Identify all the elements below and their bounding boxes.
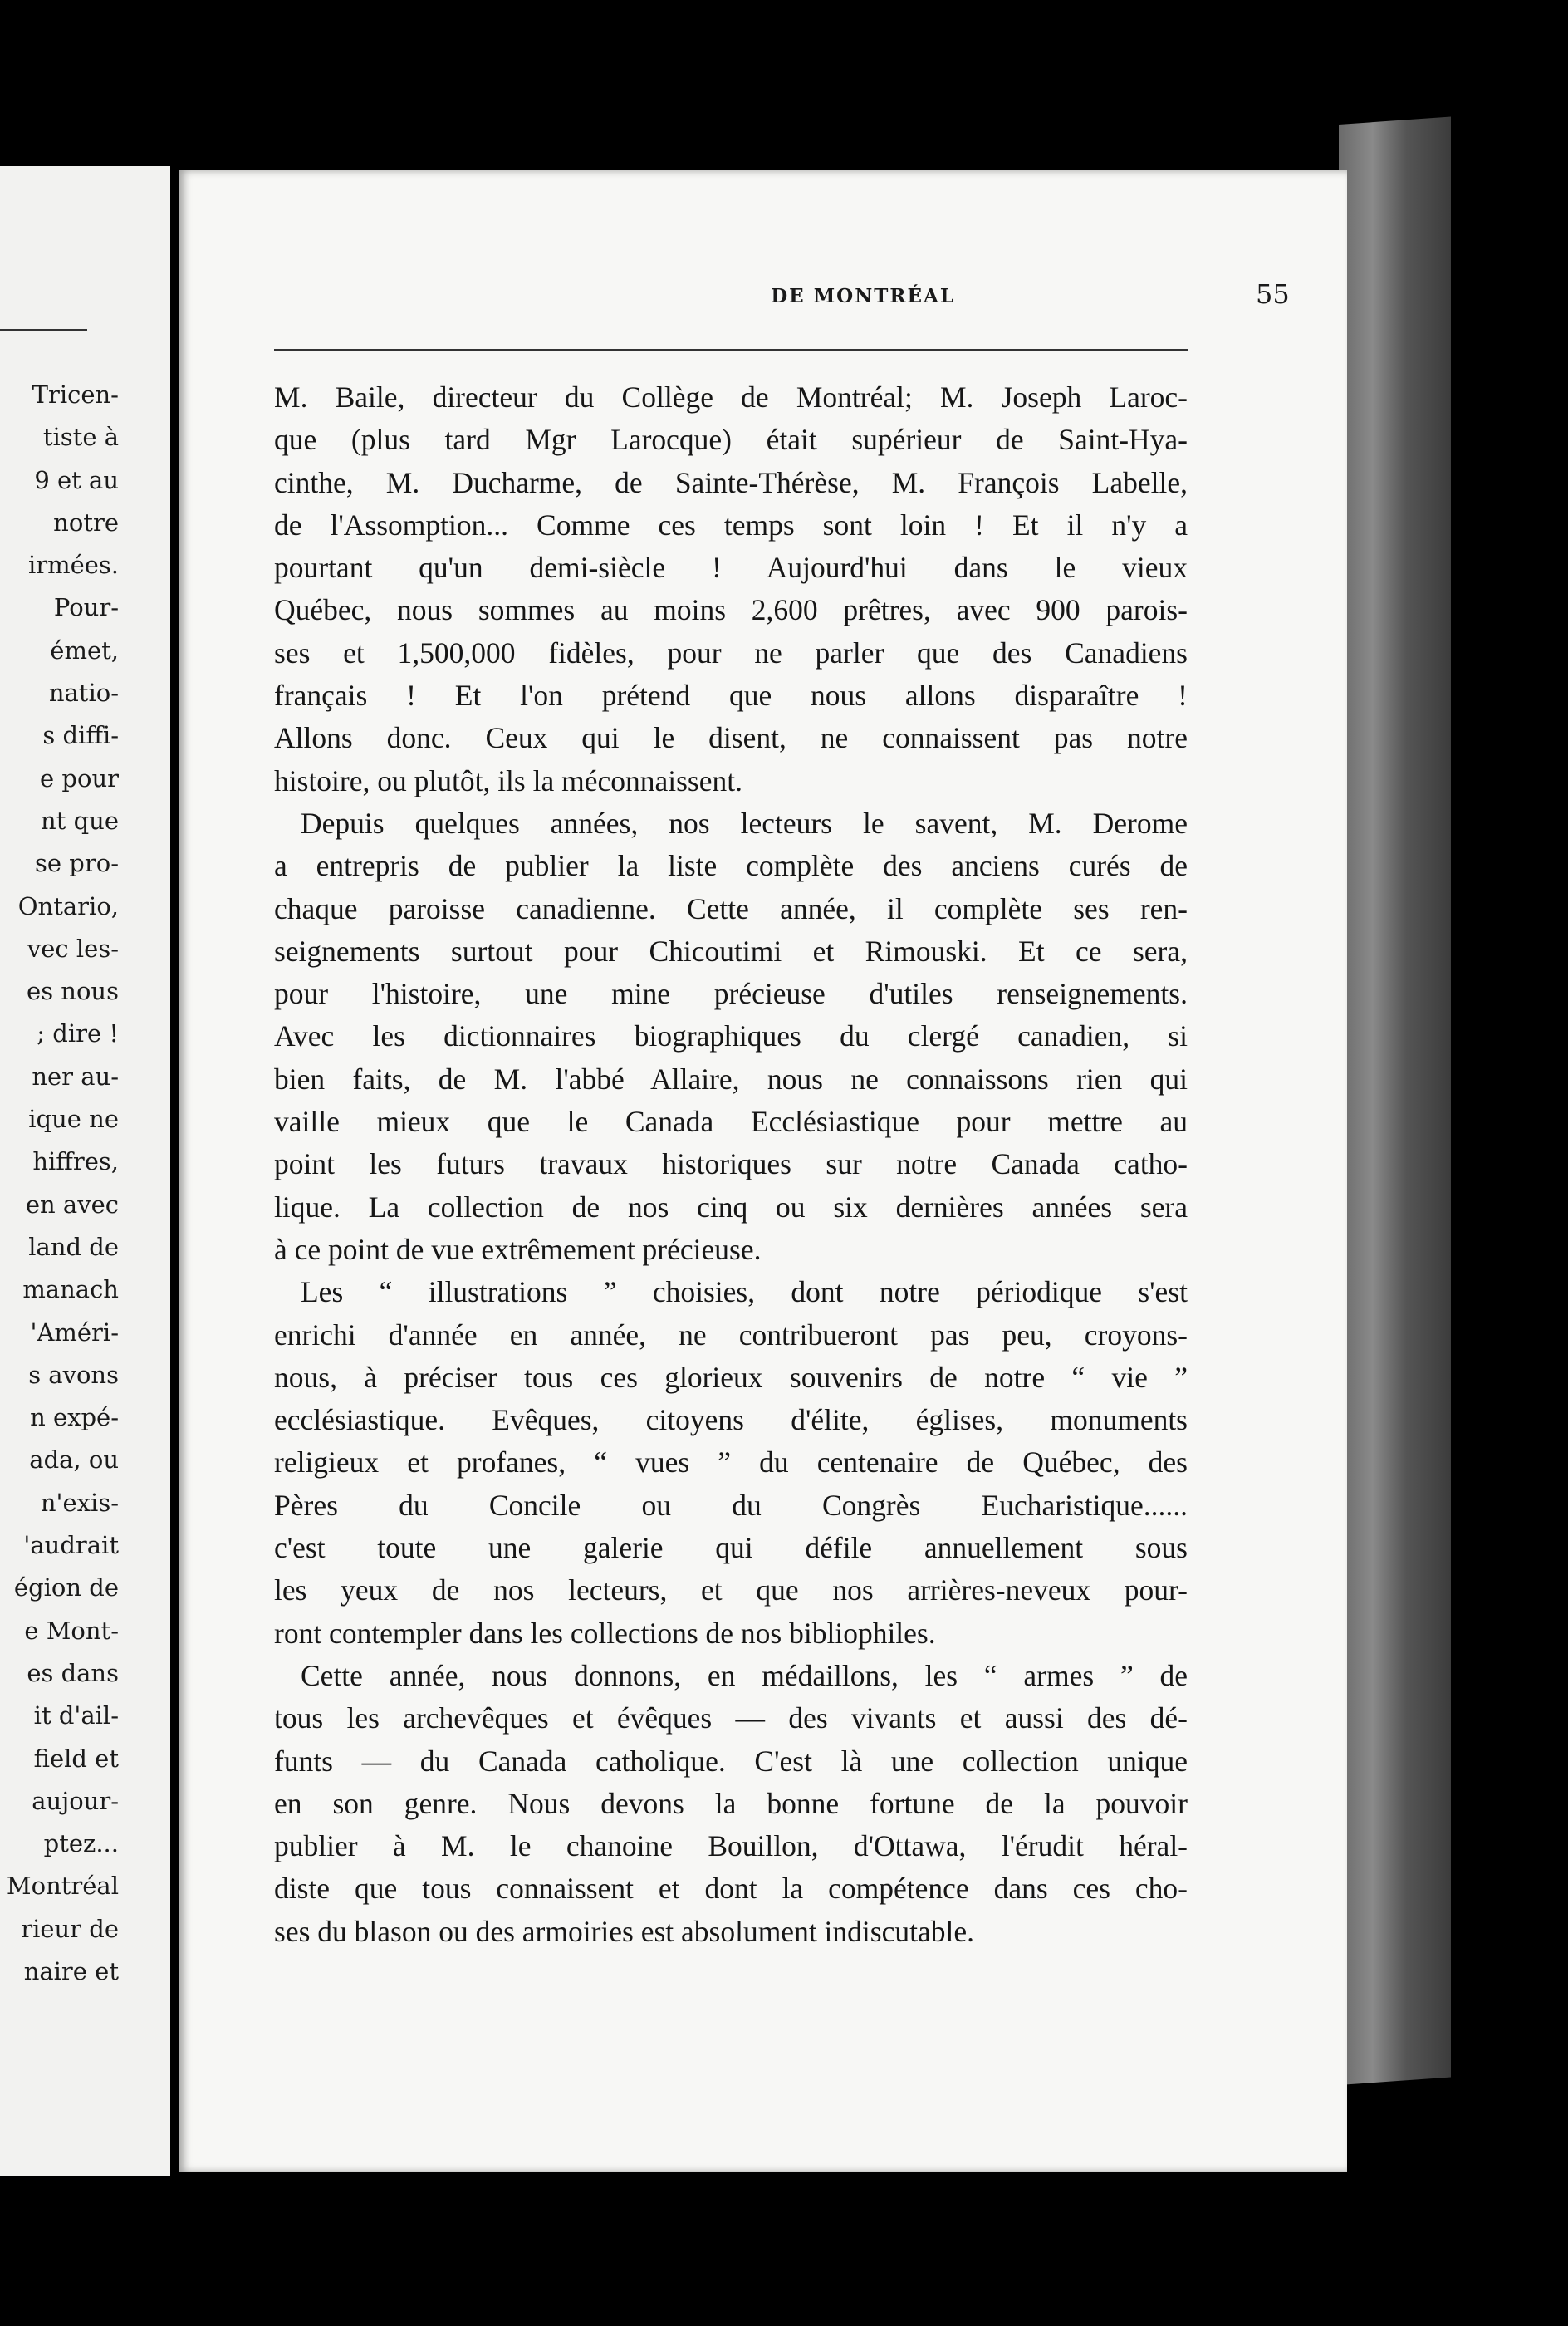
text-line: funts — du Canada catholique. C'est là une collection unique — [274, 1744, 1188, 1778]
fragment-line: ique ne — [28, 1105, 119, 1134]
fragment-line: aujour- — [32, 1786, 119, 1815]
text-line: Allons donc. Ceux qui le disent, ne connaissent pas notre — [274, 721, 1188, 755]
text-line: c'est toute une galerie qui défile annuellement sous — [274, 1531, 1188, 1565]
fragment-line: irmées. — [27, 551, 119, 580]
text-line: pourtant qu'un demi-siècle ! Aujourd'hui dans le vieux — [274, 551, 1188, 585]
fragment-line: en avec — [25, 1190, 119, 1219]
fragment-line: 9 et au — [34, 465, 119, 494]
fragment-line: Pour- — [53, 593, 119, 622]
text-line: ses du blason ou des armoiries est absolument indiscutable. — [274, 1914, 974, 1948]
text-line: Depuis quelques années, nos lecteurs le savent, M. Derome — [301, 806, 1188, 840]
fragment-line: n expé- — [30, 1403, 119, 1432]
fragment-line: ptez... — [43, 1829, 119, 1858]
text-line: diste que tous connaissent et dont la compétence dans ces cho- — [274, 1872, 1188, 1906]
text-line: a entrepris de publier la liste complète des anciens curés de — [274, 849, 1188, 883]
running-head — [274, 278, 1362, 335]
fragment-line: naire et — [23, 1956, 119, 1985]
text-line: histoire, ou plutôt, ils la méconnaissent. — [274, 763, 742, 797]
fragment-line: Montréal — [6, 1872, 119, 1901]
text-line: Avec les dictionnaires biographiques du clergé canadien, si — [274, 1019, 1188, 1053]
text-line: publier à M. le chanoine Bouillon, d'Ottawa, l'érudit héral- — [274, 1829, 1188, 1863]
text-line: de l'Assomption... Comme ces temps sont loin ! Et il n'y a — [274, 508, 1188, 542]
fragment-line: s diffi- — [42, 721, 119, 750]
text-line: cinthe, M. Ducharme, de Sainte-Thérèse, M. François Labelle, — [274, 465, 1188, 499]
text-line: les yeux de nos lecteurs, et que nos arrières-neveux pour- — [274, 1573, 1188, 1607]
header-rule — [274, 349, 1188, 351]
text-line: en son genre. Nous devons la bonne fortune de la pouvoir — [274, 1786, 1188, 1820]
text-line: religieux et profanes, “ vues ” du centenaire de Québec, des — [274, 1445, 1188, 1480]
text-line: à ce point de vue extrêmement précieuse. — [274, 1232, 762, 1266]
page-number: 55 — [1256, 278, 1290, 310]
fragment-line: nt que — [41, 806, 119, 835]
fragment-line: ner au- — [32, 1062, 119, 1091]
fragment-line: notre — [53, 508, 119, 537]
previous-page-fragment — [0, 166, 170, 2176]
text-line: lique. La collection de nos cinq ou six dernières années sera — [274, 1190, 1188, 1224]
text-line: français ! Et l'on prétend que nous allons disparaître ! — [274, 679, 1188, 713]
text-line: ses et 1,500,000 fidèles, pour ne parler que des Canadiens — [274, 635, 1188, 670]
fragment-line: tiste à — [42, 423, 119, 452]
fragment-line: rieur de — [21, 1914, 119, 1943]
fragment-line: land de — [28, 1232, 119, 1261]
fragment-line: Ontario, — [17, 891, 119, 920]
text-line: Pères du Concile ou du Congrès Eucharistique...... — [274, 1488, 1188, 1522]
text-line: que (plus tard Mgr Larocque) était supérieur de Saint-Hya- — [274, 423, 1188, 457]
text-line: Québec, nous sommes au moins 2,600 prêtres, avec 900 parois- — [274, 593, 1188, 627]
paragraph — [274, 802, 1188, 1271]
fragment-line: 'audrait — [23, 1531, 119, 1560]
text-line: M. Baile, directeur du Collège de Montréal; M. Joseph Laroc- — [274, 380, 1188, 414]
paragraph — [274, 1655, 1188, 1953]
running-head-title: DE MONTRÉAL — [771, 285, 955, 307]
fragment-line: émet, — [50, 635, 119, 665]
fragment-line: es dans — [27, 1658, 119, 1687]
fragment-line: vec les- — [27, 934, 119, 963]
text-line: chaque paroisse canadienne. Cette année, il complète ses ren- — [274, 891, 1188, 925]
fragment-line: ada, ou — [29, 1445, 119, 1475]
text-line: pour l'histoire, une mine précieuse d'utiles renseignements. — [274, 977, 1188, 1011]
fragment-line: it d'ail- — [33, 1701, 119, 1730]
fragment-line: Tricen- — [32, 380, 119, 409]
text-line: point les futurs travaux historiques sur notre Canada catho- — [274, 1147, 1188, 1181]
text-line: enrichi d'année en année, ne contribueront pas peu, croyons- — [274, 1318, 1188, 1352]
previous-page-header-rule — [0, 329, 87, 331]
fragment-line: n'exis- — [40, 1488, 119, 1517]
fragment-line: manach — [22, 1275, 119, 1304]
fragment-line: se pro- — [35, 849, 119, 878]
text-line: vaille mieux que le Canada Ecclésiastique pour mettre au — [274, 1105, 1188, 1139]
text-line: bien faits, de M. l'abbé Allaire, nous ne connaissons rien qui — [274, 1062, 1188, 1096]
paragraph — [274, 376, 1188, 802]
text-line: tous les archevêques et évêques — des vivants et aussi des dé- — [274, 1701, 1188, 1735]
fragment-line: 'Améri- — [30, 1318, 119, 1347]
text-line: nous, à préciser tous ces glorieux souvenirs de notre “ vie ” — [274, 1360, 1188, 1394]
text-line: ront contempler dans les collections de nos bibliophiles. — [274, 1616, 936, 1650]
previous-page-text — [7, 374, 119, 1993]
text-line: ecclésiastique. Evêques, citoyens d'élite, églises, monuments — [274, 1403, 1188, 1437]
fragment-line: s avons — [28, 1360, 119, 1389]
text-line: seignements surtout pour Chicoutimi et Rimouski. Et ce sera, — [274, 934, 1188, 968]
fragment-line: e pour — [40, 763, 119, 793]
fragment-line: égion de — [13, 1573, 119, 1602]
text-line: Les “ illustrations ” choisies, dont notre périodique s'est — [301, 1275, 1188, 1309]
paragraph — [274, 1271, 1188, 1655]
fragment-line: es nous — [27, 977, 119, 1006]
fragment-line: field et — [33, 1744, 119, 1773]
text-line: Cette année, nous donnons, en médaillons, les “ armes ” de — [301, 1658, 1188, 1692]
body-text — [274, 376, 1188, 1953]
fragment-line: e Mont- — [24, 1616, 119, 1645]
fragment-line: hiffres, — [32, 1147, 119, 1176]
fragment-line: natio- — [48, 679, 119, 708]
book-page — [179, 170, 1347, 2172]
book-page-edge — [1339, 117, 1451, 2085]
fragment-line: ; dire ! — [37, 1019, 119, 1048]
